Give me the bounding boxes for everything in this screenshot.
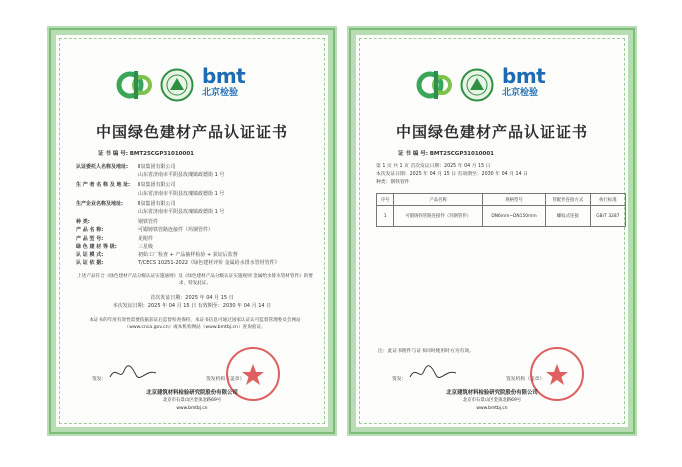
- bmt-logo-text: bmt: [202, 64, 246, 88]
- issuer-address: 北京市石景山区金顶北路69号: [462, 398, 522, 403]
- page-and-first-issue: 第 1 页 共 1 页 首次发证日期：2025 年 04 月 15 日: [376, 164, 491, 169]
- green-building-seal-icon: [160, 68, 194, 102]
- issuer-stamp-label: 签发机构（盖章）: [206, 377, 245, 382]
- table-cell: 可锻铸铁管路连接件（玛钢管件）: [394, 206, 483, 227]
- field-row: [76, 251, 314, 259]
- signature-image: [108, 363, 158, 383]
- col-header: 序号: [377, 194, 394, 206]
- field-value: 钢铁管件: [138, 219, 159, 226]
- field-row: [76, 190, 314, 198]
- product-table: [376, 193, 626, 227]
- field-key: [76, 190, 138, 198]
- green-building-seal-icon: [460, 68, 494, 102]
- bmt-logo-cn: 北京检验: [202, 88, 239, 98]
- field-row: [76, 218, 314, 226]
- field-key: 产 品 型 号:: [76, 235, 104, 242]
- field-key: 产 品 名 称:: [76, 227, 104, 234]
- logo-row: [356, 65, 628, 105]
- field-key: [76, 171, 138, 179]
- field-value: Ⅱ泉集团有限公司: [138, 200, 176, 207]
- sign-label: 签发：: [92, 377, 107, 382]
- issuer-name: 北京建筑材料检验研究院股份有限公司: [446, 390, 538, 396]
- annex-header: [376, 163, 614, 187]
- table-cell: GB/T 3287: [590, 206, 625, 227]
- signature-image: [408, 363, 458, 383]
- logo-row: [56, 65, 328, 105]
- field-key: 认 证 依 据:: [76, 260, 104, 267]
- certificate-number-label: 证 书 编 号:: [98, 151, 128, 157]
- certificate-title: 中国绿色建材产品认证证书: [95, 123, 288, 141]
- issue-and-expiry: 本次发证日期：2025 年 04 月 15 日 有效期至：2030 年 04 月 14 日: [376, 172, 528, 177]
- green-product-logo: [116, 65, 156, 105]
- certificate-title: 中国绿色建材产品认证证书: [395, 123, 588, 141]
- category-line: 种类：钢铁管件: [376, 180, 410, 185]
- certificate-number-value: BMT25CGP31010001: [429, 151, 494, 157]
- field-value: Ⅱ泉集团有限公司: [138, 164, 176, 170]
- issuer-block: [56, 389, 328, 413]
- field-key: 认证委托人名称及地址:: [76, 164, 129, 170]
- annex-note: 注：此证书附件与证书同时使用时方为有效。: [378, 349, 474, 354]
- col-header: 执行标准: [590, 194, 625, 206]
- certificate-number-value: BMT25CGP31010001: [129, 151, 194, 157]
- field-row: [76, 226, 314, 234]
- field-row: [76, 200, 314, 208]
- field-row: [76, 181, 314, 189]
- issuer-website: www.bmtbj.cn: [176, 406, 208, 411]
- table-header-row: [377, 194, 626, 206]
- issuer-name: 北京建筑材料检验研究院股份有限公司: [146, 390, 238, 396]
- field-key: 种 类:: [76, 219, 90, 226]
- conformity-statement: 上述产品符合《绿色建材产品分级认证实施通则》及《绿色建材产品分级认证实施规则 金属给水排水管材管件》的要求，特发此证。: [77, 274, 313, 286]
- certificate-number-label: 证 书 编 号:: [398, 151, 428, 157]
- col-header: 规格型号: [483, 194, 546, 206]
- validity-note: 本证书的年度有效性需要依据获证后监督检查保持，本证书信息可通过国家认证认可监督管理委员会网站（www.cnca.gov.cn）或本机构网站（www.bmtbj.cn）查询验证。: [89, 318, 301, 330]
- issuer-block: [356, 389, 628, 413]
- field-row: [76, 243, 314, 251]
- bmt-logo: [502, 65, 545, 99]
- certificate-main: [47, 26, 337, 436]
- certificate-annex: [347, 26, 637, 436]
- bmt-logo-cn: 北京检验: [502, 88, 539, 98]
- col-header: 产品名称: [394, 194, 483, 206]
- certificate-fields: [76, 163, 314, 267]
- field-key: 生产企业名称及地址:: [76, 200, 124, 207]
- issue-dates: [56, 295, 328, 310]
- field-row: [76, 171, 314, 179]
- issuer-stamp-label: 签发机构（盖章）: [506, 377, 545, 382]
- field-value: 山东省济南市平阴县玫瑰镇政德街 1 号: [138, 209, 225, 216]
- sign-label: 签发：: [392, 377, 407, 382]
- field-key: [76, 208, 138, 216]
- field-row: [76, 235, 314, 243]
- certificate-number: [98, 149, 194, 157]
- field-value: 可锻铸铁管路连接件（玛钢管件）: [138, 227, 214, 234]
- table-cell: 1: [377, 206, 394, 227]
- table-row: [377, 206, 626, 227]
- field-key: 生 产 者 名 称 及 地 址:: [76, 182, 131, 189]
- col-header: 管配件连接方式: [545, 194, 590, 206]
- bmt-logo-text: bmt: [502, 64, 546, 88]
- field-value: Ⅱ泉集团有限公司: [138, 182, 176, 189]
- issuer-address: 北京市石景山区金顶北路69号: [162, 398, 222, 403]
- issuer-website: www.bmtbj.cn: [476, 406, 508, 411]
- field-key: 绿 色 建 材 等 级:: [76, 243, 117, 250]
- current-issue-and-expiry: 本次发证日期：2025 年 04 月 15 日 有效期至：2030 年 04 月 14 日: [112, 302, 272, 309]
- field-row: [76, 163, 314, 171]
- field-value: 初始工厂检查 + 产品抽样检验 + 获证后监督: [138, 252, 238, 259]
- field-key: 认 证 模 式:: [76, 252, 104, 259]
- table-cell: DN6mm~DN150mm: [483, 206, 546, 227]
- green-product-logo: [416, 65, 456, 105]
- field-value: 山东省济南市平阴县玫瑰镇政德街 1 号: [138, 172, 225, 179]
- field-value: 三星级: [138, 243, 154, 250]
- table-cell: 螺纹式连接: [545, 206, 590, 227]
- field-value: 见附件: [138, 235, 154, 242]
- bmt-logo: [202, 65, 245, 99]
- first-issue-date: 首次发证日期：2025 年 04 月 15 日: [150, 295, 234, 301]
- field-row: [76, 259, 314, 267]
- field-value: 山东省济南市平阴县玫瑰镇政德街 1 号: [138, 190, 225, 197]
- field-value: T/CECS 10251-2022《绿色建材评价 金属给水排水管材管件》: [138, 260, 280, 267]
- certificate-number: [398, 149, 494, 157]
- field-row: [76, 208, 314, 216]
